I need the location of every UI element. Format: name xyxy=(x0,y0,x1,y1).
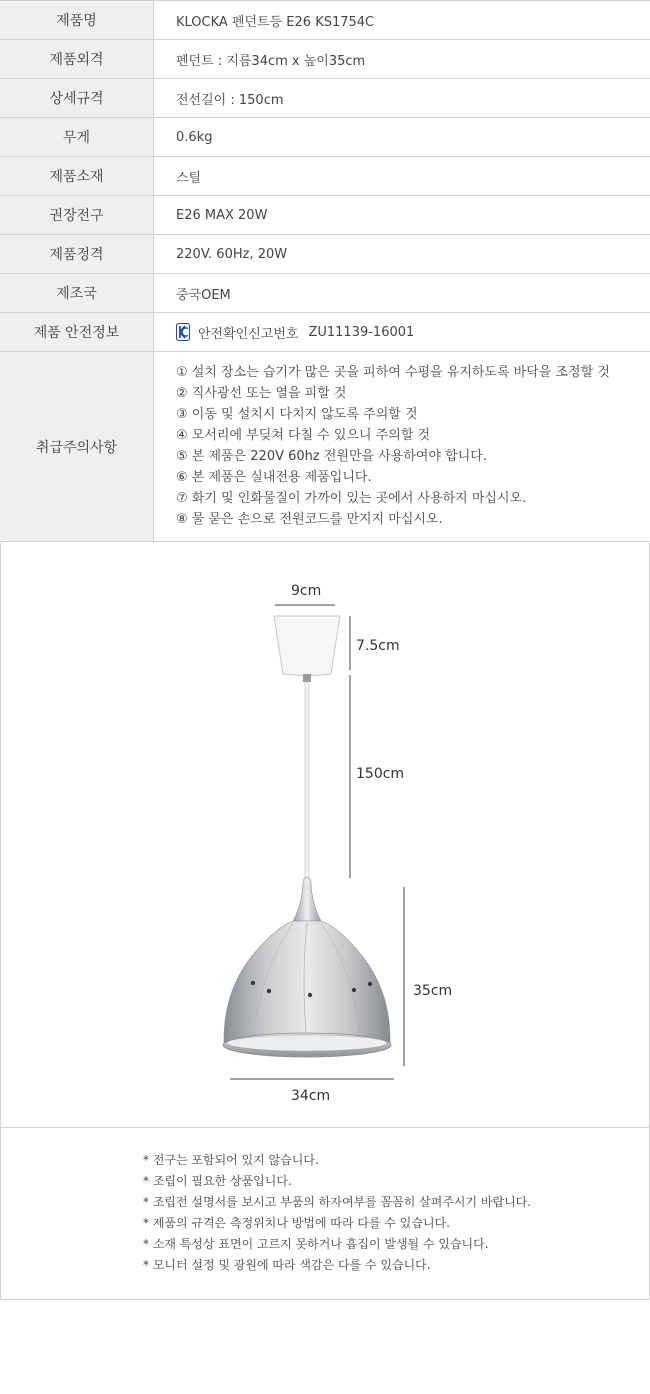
spec-row-handling xyxy=(0,352,650,542)
handling-item: ⑤ 본 제품은 220V 60hz 전원만을 사용하여야 합니다. xyxy=(176,449,487,464)
handling-item: ④ 모서리에 부딪쳐 다칠 수 있으니 주의할 것 xyxy=(176,428,431,443)
shade-diameter-label: 34cm xyxy=(291,1088,331,1104)
handling-list xyxy=(154,352,650,541)
spec-value: 중국OEM xyxy=(176,287,231,303)
spec-value: E26 MAX 20W xyxy=(176,207,268,223)
spec-label: 권장전구 xyxy=(0,196,154,234)
handling-item: ⑧ 물 묻은 손으로 전원코드를 만지지 마십시오. xyxy=(176,512,443,527)
spec-label: 제품명 xyxy=(0,1,154,39)
spec-value: KLOCKA 펜던트등 E26 KS1754C xyxy=(176,14,375,30)
spec-row-name xyxy=(0,1,650,40)
handling-item: ② 직사광선 또는 열을 피할 것 xyxy=(176,386,347,401)
spec-row-size xyxy=(0,40,650,79)
cord-length-label: 150cm xyxy=(356,766,405,782)
dimension-diagram xyxy=(0,543,650,1128)
spec-value: 0.6kg xyxy=(176,129,213,145)
spec-label: 무게 xyxy=(0,118,154,156)
shade-opening xyxy=(227,1035,387,1051)
handling-item: ③ 이동 및 설치시 다치지 않도록 주의할 것 xyxy=(176,407,418,422)
spec-label: 상세규격 xyxy=(0,79,154,117)
shade-height-label: 35cm xyxy=(413,983,453,999)
spec-row-safety xyxy=(0,313,650,352)
handling-item: ⑦ 화기 및 인화물질이 가까이 있는 곳에서 사용하지 마십시오. xyxy=(176,491,527,506)
spec-label: 제품 안전정보 xyxy=(0,313,154,351)
spec-label: 제품외격 xyxy=(0,40,154,78)
spec-row-rating xyxy=(0,235,650,274)
spec-value: 전선길이 : 150cm xyxy=(176,92,284,108)
cert-label: 안전확인신고번호 xyxy=(198,326,299,342)
spec-row-detail xyxy=(0,79,650,118)
spec-value: 220V. 60Hz, 20W xyxy=(176,246,288,262)
note-item: * 전구는 포함되어 있지 않습니다. xyxy=(143,1153,319,1167)
handling-item: ① 설치 장소는 습기가 많은 곳을 피하여 수평을 유지하도록 바닥을 조정할 것 xyxy=(176,365,610,380)
note-item: * 제품의 규격은 측정위치나 방법에 따라 다를 수 있습니다. xyxy=(143,1216,450,1230)
spec-row-bulb xyxy=(0,196,650,235)
spec-value: 스틸 xyxy=(176,170,202,186)
vent-hole xyxy=(308,993,312,997)
pendant-lamp-illustration xyxy=(1,543,649,1127)
handling-item: ⑥ 본 제품은 실내전용 제품입니다. xyxy=(176,470,372,485)
power-cord xyxy=(305,682,309,882)
spec-row-origin xyxy=(0,274,650,313)
spec-row-weight xyxy=(0,118,650,157)
kc-mark-icon xyxy=(176,323,190,341)
lamp-shade xyxy=(224,921,390,1043)
canopy-screw xyxy=(303,674,311,682)
vent-hole xyxy=(267,989,271,993)
safety-cert xyxy=(176,323,414,342)
spec-row-material xyxy=(0,157,650,196)
spec-label: 제품소재 xyxy=(0,157,154,195)
vent-hole xyxy=(368,982,372,986)
note-item: * 소재 특성상 표면이 고르지 못하거나 흡집이 발생될 수 있습니다. xyxy=(143,1237,489,1251)
canopy-width-label: 9cm xyxy=(291,583,322,599)
note-item: * 조립전 설명서를 보시고 부품의 하자여부를 꼼꼼히 살펴주시기 바랍니다. xyxy=(143,1195,532,1209)
spec-table xyxy=(0,0,650,542)
note-item: * 모니터 설정 및 광원에 따라 색감은 다를 수 있습니다. xyxy=(143,1258,431,1272)
vent-hole xyxy=(251,981,255,985)
cert-number: ZU11139-16001 xyxy=(308,324,415,340)
spec-label: 제조국 xyxy=(0,274,154,312)
spec-label: 제품정격 xyxy=(0,235,154,273)
vent-hole xyxy=(352,988,356,992)
spec-value xyxy=(154,313,650,351)
canopy xyxy=(274,616,340,676)
note-item: * 조립이 필요한 상품입니다. xyxy=(143,1174,292,1188)
notes-section xyxy=(0,1128,650,1300)
spec-value: 펜던트 : 지름34cm x 높이35cm xyxy=(176,53,366,69)
spec-label: 취급주의사항 xyxy=(0,352,154,541)
shade-neck xyxy=(293,877,321,921)
canopy-height-label: 7.5cm xyxy=(356,638,400,654)
